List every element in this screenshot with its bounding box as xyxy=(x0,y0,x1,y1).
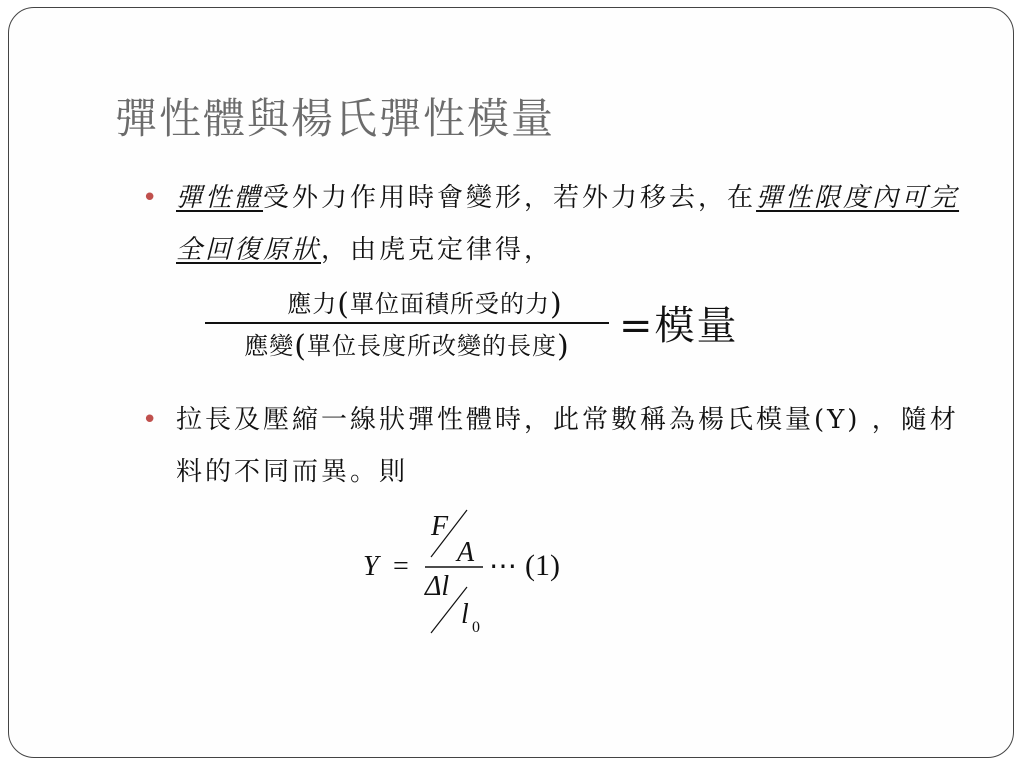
modulus-word: 模量 xyxy=(654,303,739,349)
denominator-paren-text: 單位長度所改變的長度 xyxy=(307,332,557,360)
bullet-dot: • xyxy=(142,183,161,213)
symbol-dots: ⋯ xyxy=(489,551,517,582)
bullet-text xyxy=(142,172,962,276)
bullet-text-b: ，由虎克定律得， xyxy=(321,235,554,265)
equals-sign: = xyxy=(619,303,655,349)
equation-numerator: 應力(單位面積所受的力) xyxy=(287,287,563,322)
symbol-Y: Y xyxy=(363,551,379,582)
equation-number: (1) xyxy=(525,549,560,582)
slide-title: 彈性體與楊氏彈性模量 xyxy=(115,94,556,143)
equation-denominator: 應變(單位長度所改變的長度) xyxy=(244,329,570,364)
symbol-A: A xyxy=(457,537,475,568)
symbol-l: l xyxy=(461,599,469,630)
symbol-equals: = xyxy=(393,551,409,582)
equation-rhs xyxy=(619,294,739,351)
symbol-F: F xyxy=(431,511,449,542)
youngs-modulus-formula xyxy=(355,505,595,645)
fraction-bar xyxy=(205,322,609,324)
bullet-elastic-body xyxy=(142,172,962,276)
numerator-paren-text: 單位面積所受的力 xyxy=(350,290,550,318)
term-elastic-limit: 彈性限度內可完全回復原狀 xyxy=(176,183,960,265)
term-elastic-body: 彈性體 xyxy=(176,183,264,213)
symbol-subscript-0: 0 xyxy=(472,619,480,636)
bullet-text-a: 受外力作用時會變形，若外力移去，在 xyxy=(263,183,757,213)
symbol-delta-l: Δl xyxy=(425,571,450,602)
denominator-strain: 應變 xyxy=(244,332,295,360)
numerator-stress: 應力 xyxy=(287,290,338,318)
bullet-youngs-modulus xyxy=(142,394,962,498)
bullet-dot: • xyxy=(142,405,161,435)
stress-strain-equation xyxy=(205,284,785,364)
bullet-text: 拉長及壓縮一線狀彈性體時，此常數稱為楊氏模量(Y) ，隨材料的不同而異。則 xyxy=(176,405,959,487)
